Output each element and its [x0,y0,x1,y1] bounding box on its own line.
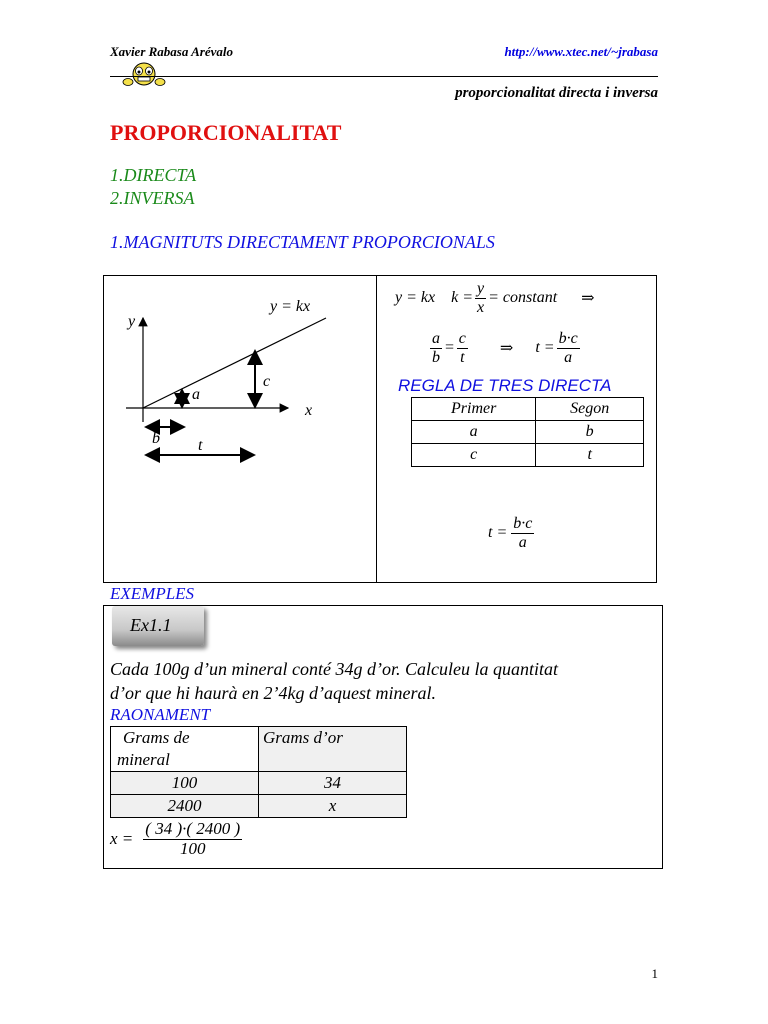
fraction-denominator: t [460,348,465,366]
header-url-link[interactable]: http://www.xtec.net/~jrabasa [504,44,658,59]
fraction-denominator: 100 [179,838,206,858]
table-row [412,398,644,421]
header-divider [110,76,658,77]
fraction-y-over-x [475,280,486,316]
b-label: b [152,430,160,447]
fraction-numerator: a [432,330,440,347]
formula-ratio [428,330,582,366]
implies-symbol: ⇒ [581,290,595,308]
example-statement-line2: d’or que hi haurà en 2’4kg d’aquest mineral. [110,683,436,703]
table-header-cell: Primer [412,398,536,421]
line-label: y = kx [270,298,311,315]
example-table [110,726,407,818]
table-header-cell: Segon [536,398,644,421]
formula-constant [395,280,595,316]
table-cell: t [536,444,644,467]
fraction-numerator: b·c [513,515,533,532]
implies-symbol: ⇒ [499,340,514,358]
rule-table [411,397,644,467]
result-formula [488,515,536,551]
header-author: Xavier Rabasa Arévalo [110,44,234,59]
formula-t-eq: t = [535,339,555,357]
table-header-cell: Grams d’or [259,727,407,772]
formula-y-kx: y = kx [395,289,436,307]
table-row [111,772,407,795]
fraction-denominator: x [477,298,485,316]
example-equation [110,820,244,858]
equals-sign: = [444,339,455,357]
table-cell: b [536,421,644,444]
header-line: Grams de [123,728,190,747]
fraction-numerator: ( 34 )·( 2400 ) [145,819,241,838]
x-axis-label: x [305,402,313,419]
page-title: PROPORCIONALITAT [110,120,342,145]
toc-item-directa: 1.DIRECTA [110,165,197,185]
c-label: c [263,373,271,390]
fraction-denominator: b [432,348,440,366]
fraction-bc-over-a [511,515,534,551]
fraction-denominator: a [518,533,527,551]
equation-lhs: x = [110,829,134,849]
example-tab-label: Ex1.1 [130,615,172,635]
fraction-bc-over-a [557,330,580,366]
table-cell: c [412,444,536,467]
fraction-denominator: a [564,348,573,366]
example-statement-line1: Cada 100g d’un mineral conté 34g d’or. Calculeu la quantitat [110,659,558,679]
header-line: mineral [117,750,170,769]
examples-heading: EXEMPLES [110,584,195,603]
mascot-icon [122,58,166,86]
table-cell: 34 [259,772,407,795]
fraction-numerator: c [458,330,466,347]
formula-constant-text: = constant [488,289,558,307]
table-cell: x [259,795,407,818]
table-row [412,444,644,467]
example-tab [112,606,204,646]
toc-item-inversa: 2.INVERSA [110,188,195,208]
table-row [111,795,407,818]
fraction-c-over-t [457,330,468,366]
table-row [412,421,644,444]
line-y-kx [143,318,326,408]
page-number: 1 [651,966,658,981]
table-row [111,727,407,772]
fraction-numerator: b·c [558,330,578,347]
fraction-a-over-b [430,330,442,366]
t-label: t [198,437,203,454]
reasoning-heading: RAONAMENT [110,705,211,724]
y-axis-label: y [128,313,136,330]
equation-fraction [143,820,242,858]
proportionality-graph [104,276,376,582]
header-subtitle: proporcionalitat directa i inversa [455,85,658,101]
result-lhs: t = [488,524,508,542]
theory-box-divider [376,276,377,582]
a-label: a [192,386,200,403]
table-header-cell [111,727,259,772]
table-cell: 2400 [111,795,259,818]
rule-title: REGLA DE TRES DIRECTA [398,376,612,395]
section-heading: 1.MAGNITUTS DIRECTAMENT PROPORCIONALS [110,232,495,252]
fraction-numerator: y [477,280,485,297]
table-cell: a [412,421,536,444]
formula-k-eq: k = [451,289,474,307]
table-cell: 100 [111,772,259,795]
